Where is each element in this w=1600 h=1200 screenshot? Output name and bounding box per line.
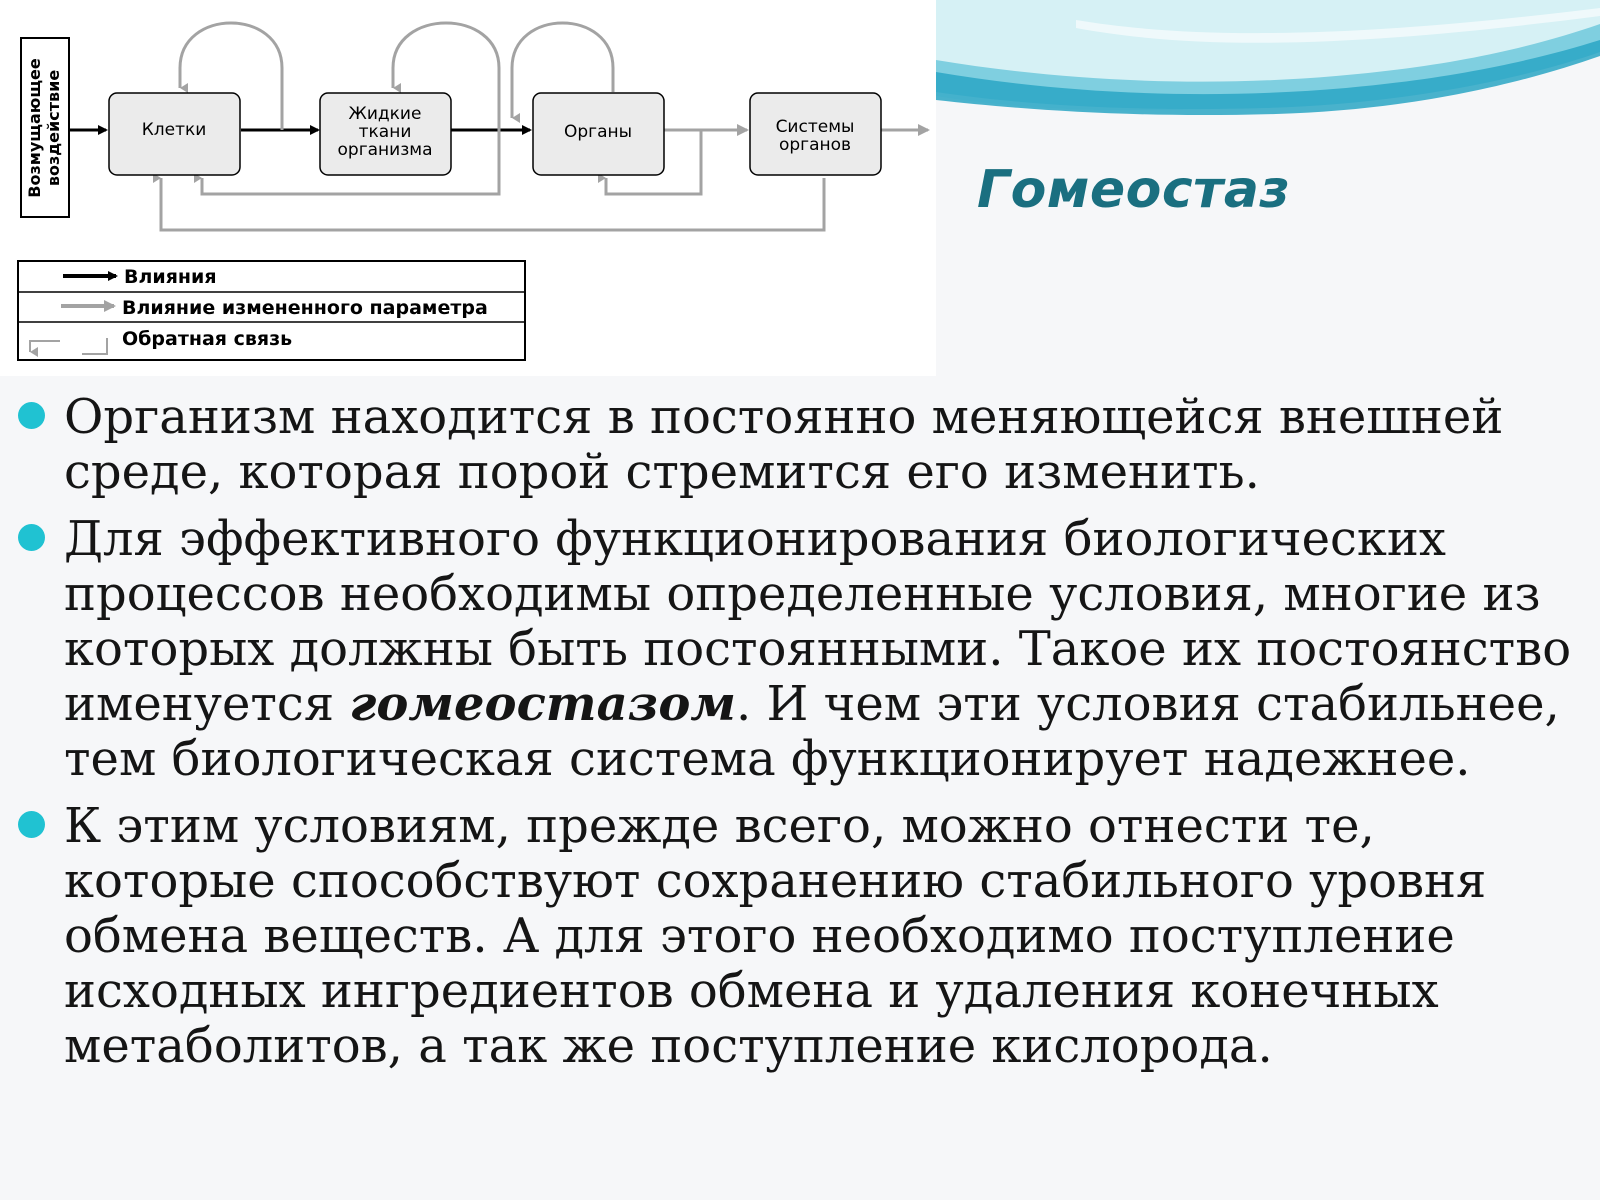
bullet-text-after: . И чем эти условия стабильнее, тем биологическая система функционирует надежнее. bbox=[64, 676, 1560, 787]
input-label bbox=[21, 38, 69, 217]
homeostasis-diagram bbox=[0, 0, 936, 376]
bullet-text: Организм находится в постоянно меняющейся внешней среде, которая порой стремится его изменить. bbox=[64, 389, 1504, 500]
decorative-wave bbox=[936, 0, 1600, 140]
node-organs-label: Органы bbox=[563, 122, 633, 142]
bullet-item bbox=[18, 512, 1593, 787]
bullet-dot-icon bbox=[18, 402, 45, 429]
node-cells bbox=[109, 93, 240, 175]
node-organs bbox=[533, 93, 664, 175]
bullet-list bbox=[18, 390, 1593, 1086]
input-label-line2: воздействие bbox=[44, 69, 63, 187]
node-fluids-label-2: ткани bbox=[358, 122, 412, 142]
bullet-item bbox=[18, 799, 1593, 1074]
node-fluids bbox=[320, 93, 451, 175]
node-systems bbox=[750, 93, 881, 175]
legend-feedback-label: Обратная связь bbox=[122, 328, 293, 350]
feedback-loops bbox=[161, 23, 824, 230]
bullet-dot-icon bbox=[18, 524, 45, 551]
slide-title: Гомеостаз bbox=[977, 160, 1291, 220]
bullet-term: гомеостазом bbox=[349, 676, 736, 732]
bullet-text: К этим условиям, прежде всего, можно отнести те, которые способствуют сохранению стабильного уровня обмена веществ. А для этого необходимо поступление исходных ингредиентов обмена и удаления конечных метаболитов, а так же поступление кислорода. bbox=[64, 798, 1487, 1074]
input-label-line1: Возмущающее bbox=[25, 58, 44, 198]
node-systems-label-2: органов bbox=[778, 135, 852, 155]
legend-changed-parameter-label: Влияние измененного параметра bbox=[122, 297, 488, 319]
bullet-item bbox=[18, 390, 1593, 500]
bullet-dot-icon bbox=[18, 811, 45, 838]
node-cells-label: Клетки bbox=[141, 120, 207, 140]
node-fluids-label-3: организма bbox=[337, 140, 433, 160]
legend-influence-label: Влияния bbox=[124, 266, 217, 288]
legend bbox=[18, 261, 525, 360]
node-fluids-label-1: Жидкие bbox=[348, 104, 422, 124]
node-systems-label-1: Системы bbox=[775, 117, 855, 137]
bullet-text-before: Для эффективного функционирования биологических процессов необходимы определенные условия, многие из которых должны быть постоянными. Такое их постоянство именуется bbox=[64, 511, 1572, 732]
